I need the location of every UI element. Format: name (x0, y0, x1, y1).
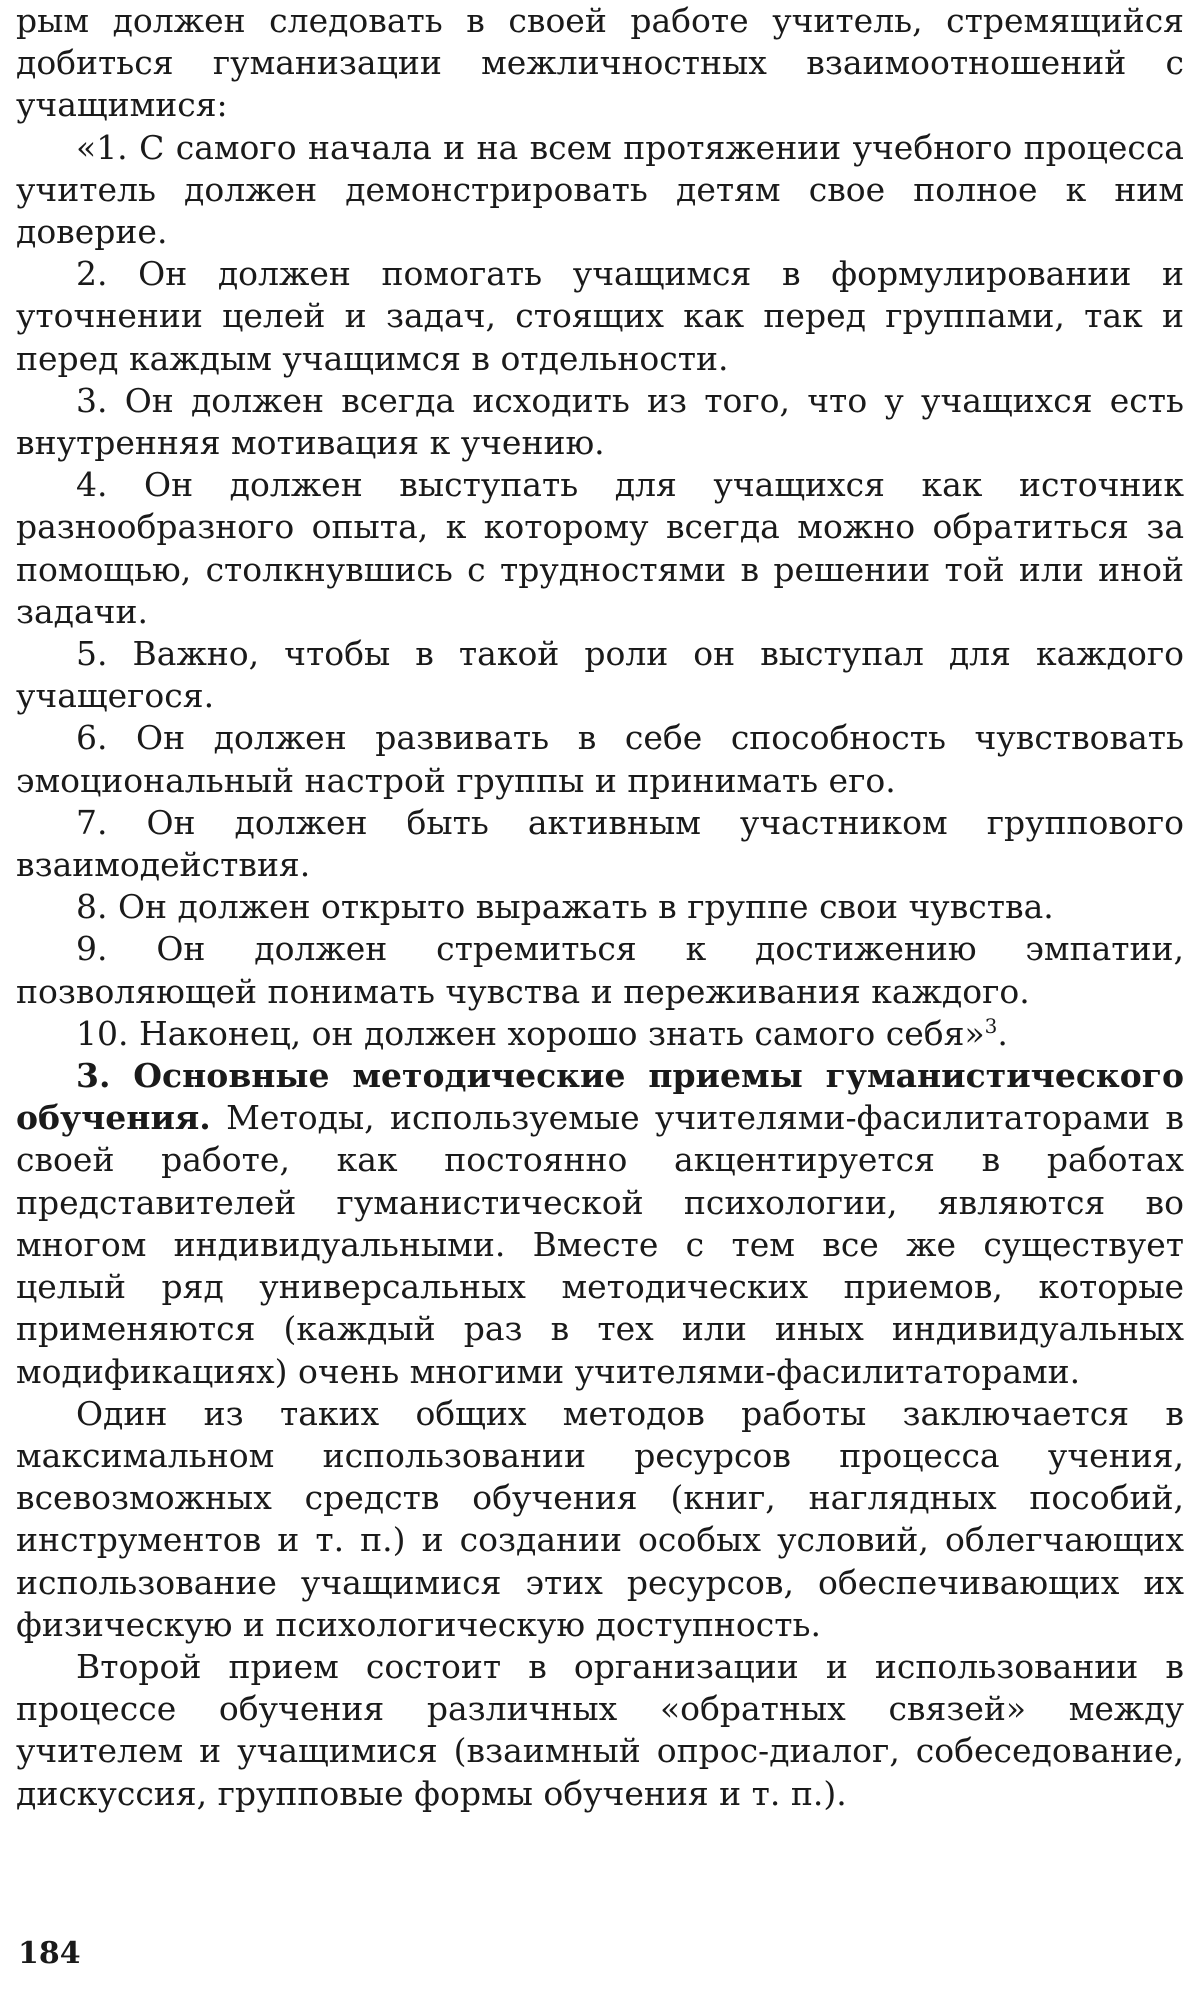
footnote-marker: 3 (984, 1013, 998, 1038)
paragraph-methods-2: Второй прием состоит в организации и использовании в процессе обучения различных «обратных связей» между учителем и учащимися (взаимный опрос-диалог, собеседование, дискуссия, групповые формы обучения и т. п.). (16, 1646, 1184, 1813)
list-item-5: 5. Важно, чтобы в такой роли он выступал для каждого учащегося. (16, 634, 1184, 716)
list-item-9: 9. Он должен стремиться к достижению эмпатии, позволяющей понимать чувства и переживания каждого. (16, 929, 1184, 1011)
list-item-10-text: 10. Наконец, он должен хорошо знать самого себя» (76, 1013, 985, 1053)
list-item-6: 6. Он должен развивать в себе способность чувствовать эмоциональный настрой группы и принимать его. (16, 718, 1184, 800)
list-item-8: 8. Он должен открыто выражать в группе свои чувства. (76, 887, 1054, 927)
list-item-7: 7. Он должен быть активным участником группового взаимодействия. (16, 802, 1184, 885)
list-item-3: 3. Он должен всегда исходить из того, что у учащихся есть внутренняя мотивация к учению. (16, 380, 1184, 463)
section-3-heading: 3. Основные методические приемы гуманистического обучения. (16, 1056, 1184, 1138)
list-item-10-end: . (997, 1013, 1008, 1053)
list-item-1: «1. С самого начала и на всем протяжении учебного процесса учитель должен демонстрировать детям свое полное к ним доверие. (16, 127, 1184, 252)
section-3-text: Методы, используемые учителями-фасилитаторами в своей работе, как постоянно акцентируется в работах представителей гуманистической психологии, являются во многом индивидуальными. Вместе с тем все же существует целый ряд универсальных методических приемов, которые применяются (каждый раз в тех или иных индивидуальных модификациях) очень многими учителями-фасилитаторами. (16, 1098, 1184, 1391)
paragraph-methods-1: Один из таких общих методов работы заключается в максимальном использовании ресурсов процесса учения, всевозможных средств обучения (книг, наглядных пособий, инструментов и т. п.) и создании особых условий, облегчающих использование учащимися этих ресурсов, обеспечивающих их физическую и психологическую доступность. (16, 1393, 1184, 1644)
paragraph-intro: рым должен следовать в своей работе учитель, стремящийся добиться гуманизации межличностных взаимоотношений с учащимися: (16, 1, 1184, 125)
book-page (16, 0, 1184, 1815)
list-item-10 (16, 1013, 1184, 1055)
page-number: 184 (18, 1936, 81, 1971)
list-item-4: 4. Он должен выступать для учащихся как источник разнообразного опыта, к которому всегда можно обратиться за помощью, столкнувшись с трудностями в решении той или иной задачи. (16, 465, 1184, 631)
list-item-2: 2. Он должен помогать учащимся в формулировании и уточнении целей и задач, стоящих как перед группами, так и перед каждым учащимся в отдельности. (16, 254, 1184, 378)
section-3-paragraph (16, 1055, 1184, 1393)
